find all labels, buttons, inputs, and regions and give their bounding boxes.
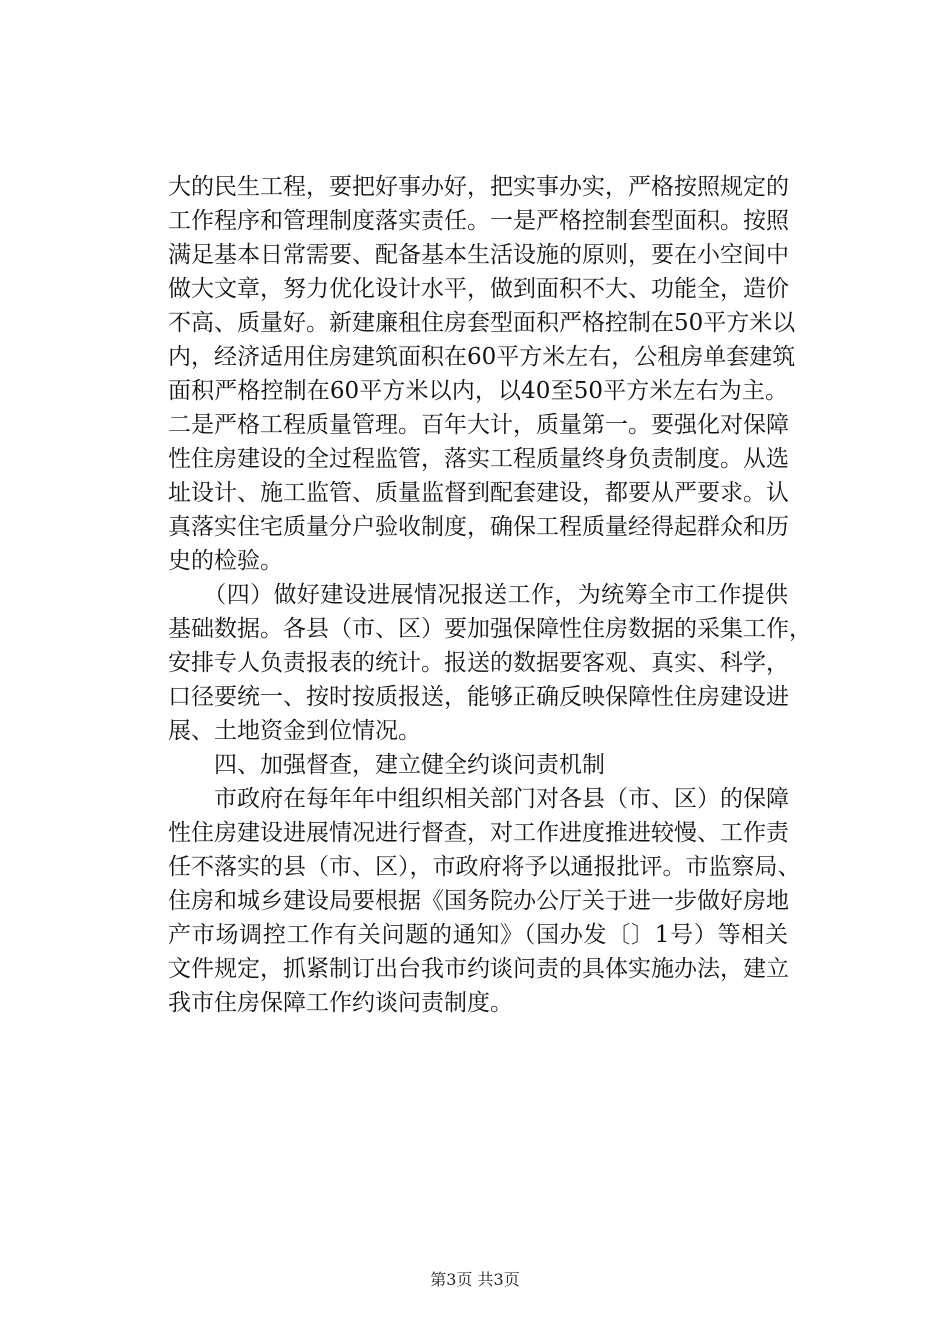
text-line: 安排专人负责报表的统计。报送的数据要客观、真实、科学， [168, 650, 789, 676]
page-footer: 第3页 共3页 [430, 1270, 520, 1289]
text-line: 满足基本日常需要、配备基本生活设施的原则，要在小空间中 [168, 242, 789, 268]
text-line: 二是严格工程质量管理。百年大计，质量第一。要强化对保障 [168, 412, 789, 438]
text-line: 产市场调控工作有关问题的通知》（国办发〔〕1号）等相关 [168, 922, 788, 948]
text-line: 不高、质量好。新建廉租住房套型面积严格控制在50平方米以 [168, 310, 796, 336]
text-line: 面积严格控制在60平方米以内，以40至50平方米左右为主。 [168, 378, 788, 404]
text-line: 址设计、施工监管、质量监督到配套建设，都要从严要求。认 [168, 480, 789, 506]
text-line: 性住房建设进展情况进行督查，对工作进度推进较慢、工作责 [168, 820, 789, 846]
text-line: （四）做好建设进展情况报送工作，为统筹全市工作提供 [168, 582, 788, 608]
text-line: 做大文章，努力优化设计水平，做到面积不大、功能全，造价 [168, 276, 789, 302]
text-line: 工作程序和管理制度落实责任。一是严格控制套型面积。按照 [168, 208, 789, 234]
text-line: 内，经济适用住房建筑面积在60平方米左右，公租房单套建筑 [168, 344, 796, 370]
text-line: 任不落实的县（市、区），市政府将予以通报批评。市监察局、 [168, 854, 801, 880]
text-line: 住房和城乡建设局要根据《国务院办公厅关于进一步做好房地 [168, 888, 789, 914]
text-line: 基础数据。各县（市、区）要加强保障性住房数据的采集工作， [168, 616, 812, 642]
text-line: 大的民生工程，要把好事办好，把实事办实，严格按照规定的 [168, 174, 789, 200]
text-line: 四、加强督查，建立健全约谈问责机制 [168, 752, 605, 778]
text-line: 性住房建设的全过程监管，落实工程质量终身负责制度。从选 [168, 446, 789, 472]
text-line: 我市住房保障工作约谈问责制度。 [168, 990, 513, 1016]
document-body [168, 170, 812, 1020]
text-line: 展、土地资金到位情况。 [168, 718, 421, 744]
text-line: 真落实住宅质量分户验收制度，确保工程质量经得起群众和历 [168, 514, 789, 540]
text-line: 市政府在每年年中组织相关部门对各县（市、区）的保障 [168, 786, 789, 812]
text-line: 口径要统一、按时按质报送，能够正确反映保障性住房建设进 [168, 684, 789, 710]
text-line: 史的检验。 [168, 548, 283, 574]
text-line: 文件规定，抓紧制订出台我市约谈问责的具体实施办法，建立 [168, 956, 789, 982]
